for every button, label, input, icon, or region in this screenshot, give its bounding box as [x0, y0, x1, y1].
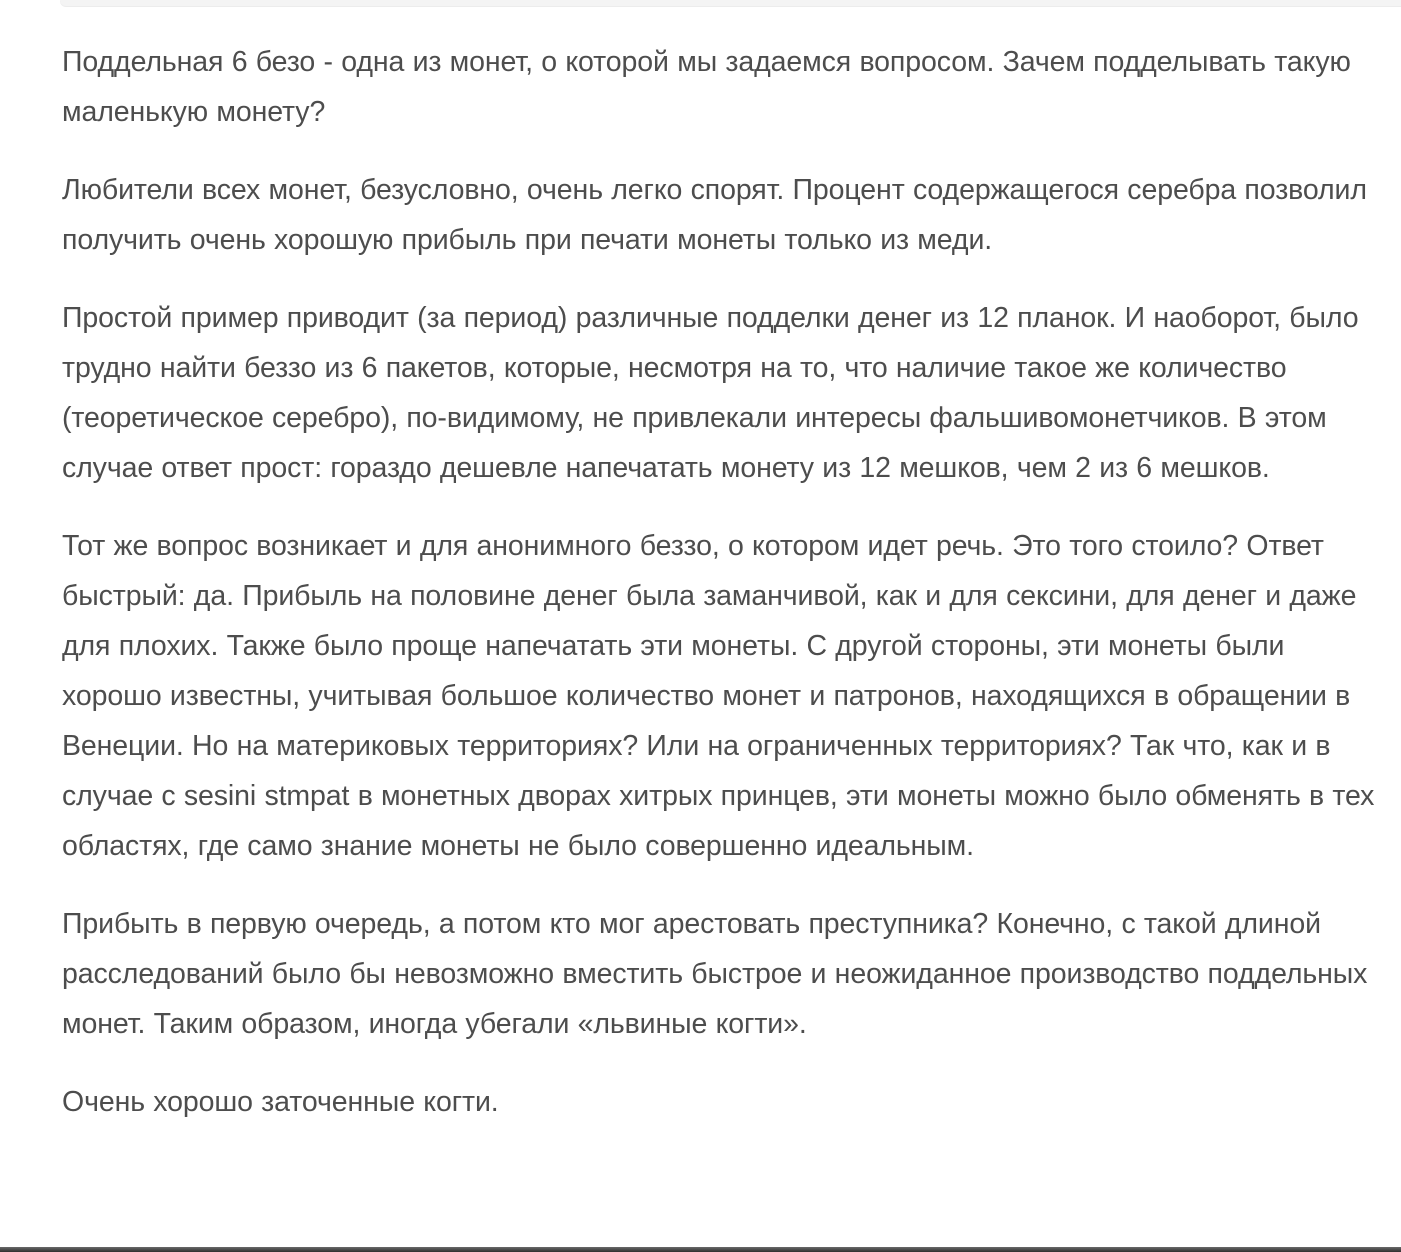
- article-body: [62, 37, 1392, 1155]
- paragraph: Любители всех монет, безусловно, очень легко спорят. Процент содержащегося серебра позволил получить очень хорошую прибыль при печати монеты только из меди.: [62, 174, 1367, 256]
- paragraph: Поддельная 6 безо - одна из монет, о которой мы задаемся вопросом. Зачем подделывать такую маленькую монету?: [62, 46, 1351, 128]
- bottom-bar: [0, 1247, 1401, 1252]
- paragraph: Простой пример приводит (за период) различные подделки денег из 12 планок. И наоборот, было трудно найти беззо из 6 пакетов, которые, несмотря на то, что наличие такое же количество (теоретическое серебро), по-видимому, не привлекали интересы фальшивомонетчиков. В этом случае ответ прост: гораздо дешевле напечатать монету из 12 мешков, чем 2 из 6 мешков.: [62, 302, 1359, 484]
- paragraph: Тот же вопрос возникает и для анонимного беззо, о котором идет речь. Это того стоило? Ответ быстрый: да. Прибыль на половине денег была заманчивой, как и для сексини, для денег и даже для плохих. Также было проще напечатать эти монеты. С другой стороны, эти монеты были хорошо известны, учитывая большое количество монет и патронов, находящихся в обращении в Венеции. Но на материковых территориях? Или на ограниченных территориях? Так что, как и в случае с sesini stmpat в монетных дворах хитрых принцев, эти монеты можно было обменять в тех областях, где само знание монеты не было совершенно идеальным.: [62, 530, 1375, 862]
- paragraph: Очень хорошо заточенные когти.: [62, 1086, 499, 1118]
- header-edge: [60, 0, 1401, 6]
- paragraph: Прибыть в первую очередь, а потом кто мог арестовать преступника? Конечно, с такой длиной расследований было бы невозможно вместить быстрое и неожиданное производство поддельных монет. Таким образом, иногда убегали «львиные когти».: [62, 908, 1368, 1040]
